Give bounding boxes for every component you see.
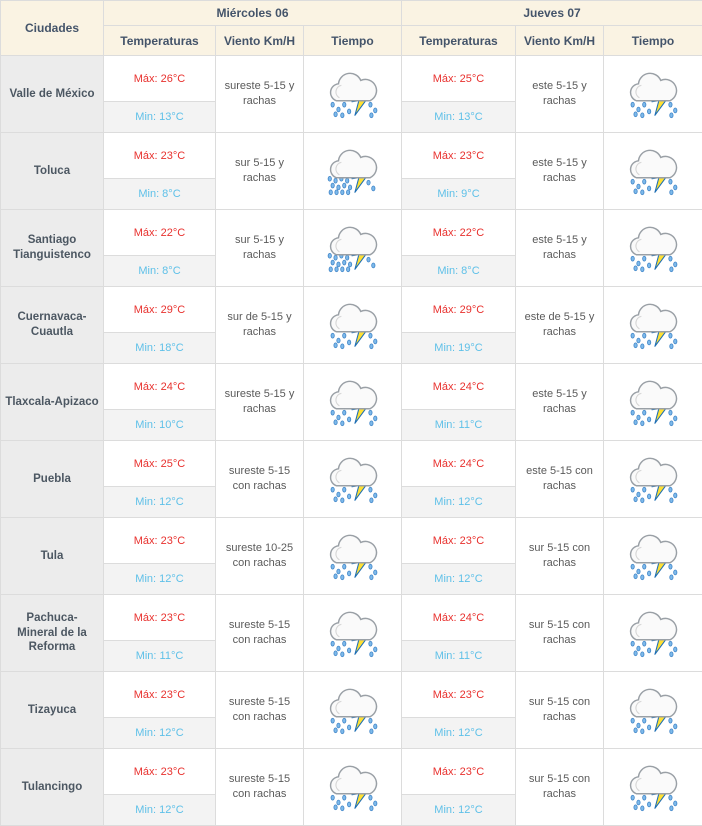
cloud-lightning-rain-icon [622, 376, 684, 428]
city-cell: Tizayuca [1, 672, 104, 749]
wind-cell: sur 5-15 con rachas [516, 749, 604, 826]
wed-weather-header: Tiempo [304, 26, 402, 56]
max-temp: Máx: 22°C [402, 210, 516, 256]
min-temp: Min: 18°C [104, 333, 216, 364]
cloud-lightning-rain-icon [622, 299, 684, 351]
cloud-lightning-rain-icon [322, 761, 384, 813]
table-header [1, 1, 702, 56]
wed-wind-header: Viento Km/H [216, 26, 304, 56]
forecast-row-max [1, 133, 702, 179]
forecast-row-max [1, 518, 702, 564]
max-temp: Máx: 23°C [402, 672, 516, 718]
cloud-lightning-rain-icon [622, 222, 684, 274]
max-temp: Máx: 23°C [104, 672, 216, 718]
forecast-row-max [1, 595, 702, 641]
min-temp: Min: 8°C [104, 256, 216, 287]
min-temp: Min: 12°C [104, 795, 216, 826]
max-temp: Máx: 23°C [104, 518, 216, 564]
cloud-lightning-rain-icon [322, 684, 384, 736]
wind-cell: este 5-15 y rachas [516, 133, 604, 210]
thu-temperatures-header: Temperaturas [402, 26, 516, 56]
wind-cell: sureste 10-25 con rachas [216, 518, 304, 595]
cloud-lightning-rain-icon [322, 607, 384, 659]
max-temp: Máx: 24°C [402, 595, 516, 641]
weather-icon-cell [304, 441, 402, 518]
cloud-lightning-rain-icon [622, 453, 684, 505]
max-temp: Máx: 29°C [402, 287, 516, 333]
thu-wind-header: Viento Km/H [516, 26, 604, 56]
day-group-wednesday: Miércoles 06 [104, 1, 402, 26]
wind-cell: sur 5-15 con rachas [516, 595, 604, 672]
cloud-lightning-heavy-rain-icon [322, 145, 384, 197]
wind-cell: sur 5-15 y rachas [216, 133, 304, 210]
cloud-lightning-heavy-rain-icon [322, 222, 384, 274]
wind-cell: sur de 5-15 y rachas [216, 287, 304, 364]
wind-cell: sureste 5-15 y rachas [216, 56, 304, 133]
max-temp: Máx: 26°C [104, 56, 216, 102]
weather-icon-cell [604, 364, 702, 441]
min-temp: Min: 12°C [104, 487, 216, 518]
forecast-row-max [1, 441, 702, 487]
max-temp: Máx: 23°C [104, 133, 216, 179]
city-cell: Tula [1, 518, 104, 595]
max-temp: Máx: 23°C [104, 595, 216, 641]
day-group-thursday: Jueves 07 [402, 1, 702, 26]
wind-cell: sureste 5-15 con rachas [216, 749, 304, 826]
weather-icon-cell [604, 287, 702, 364]
thu-weather-header: Tiempo [604, 26, 702, 56]
min-temp: Min: 10°C [104, 410, 216, 441]
wind-cell: este 5-15 y rachas [516, 364, 604, 441]
max-temp: Máx: 25°C [402, 56, 516, 102]
forecast-body [1, 56, 702, 826]
forecast-row-max [1, 672, 702, 718]
weather-icon-cell [304, 672, 402, 749]
wind-cell: sur 5-15 con rachas [516, 518, 604, 595]
weather-icon-cell [604, 210, 702, 287]
min-temp: Min: 12°C [402, 795, 516, 826]
wind-cell: este 5-15 y rachas [516, 210, 604, 287]
cloud-lightning-rain-icon [622, 68, 684, 120]
min-temp: Min: 12°C [104, 564, 216, 595]
weather-icon-cell [604, 595, 702, 672]
wind-cell: sureste 5-15 y rachas [216, 364, 304, 441]
weather-icon-cell [304, 364, 402, 441]
city-cell: Puebla [1, 441, 104, 518]
cloud-lightning-rain-icon [322, 530, 384, 582]
wind-cell: este 5-15 y rachas [516, 56, 604, 133]
max-temp: Máx: 24°C [104, 364, 216, 410]
weather-icon-cell [304, 595, 402, 672]
wind-cell: sureste 5-15 con rachas [216, 672, 304, 749]
weather-icon-cell [304, 518, 402, 595]
forecast-row-max [1, 56, 702, 102]
max-temp: Máx: 23°C [402, 518, 516, 564]
forecast-row-max [1, 749, 702, 795]
cloud-lightning-rain-icon [322, 299, 384, 351]
min-temp: Min: 8°C [402, 256, 516, 287]
wed-temperatures-header: Temperaturas [104, 26, 216, 56]
min-temp: Min: 12°C [402, 718, 516, 749]
city-cell: Toluca [1, 133, 104, 210]
cities-column-header: Ciudades [1, 1, 104, 56]
min-temp: Min: 13°C [104, 102, 216, 133]
weather-icon-cell [304, 287, 402, 364]
cloud-lightning-rain-icon [322, 453, 384, 505]
wind-cell: este de 5-15 y rachas [516, 287, 604, 364]
max-temp: Máx: 25°C [104, 441, 216, 487]
forecast-row-max [1, 210, 702, 256]
cloud-lightning-rain-icon [322, 68, 384, 120]
city-cell: Tlaxcala-Apizaco [1, 364, 104, 441]
min-temp: Min: 8°C [104, 179, 216, 210]
weather-icon-cell [304, 133, 402, 210]
header-subcolumn-row [1, 26, 702, 56]
cloud-lightning-rain-icon [322, 376, 384, 428]
min-temp: Min: 11°C [402, 410, 516, 441]
max-temp: Máx: 23°C [104, 749, 216, 795]
min-temp: Min: 12°C [402, 564, 516, 595]
cloud-lightning-rain-icon [622, 607, 684, 659]
wind-cell: sureste 5-15 con rachas [216, 595, 304, 672]
min-temp: Min: 19°C [402, 333, 516, 364]
city-cell: Cuernavaca-Cuautla [1, 287, 104, 364]
city-cell: Valle de México [1, 56, 104, 133]
cloud-lightning-rain-icon [622, 145, 684, 197]
min-temp: Min: 9°C [402, 179, 516, 210]
weather-icon-cell [604, 441, 702, 518]
min-temp: Min: 12°C [402, 487, 516, 518]
weather-icon-cell [304, 210, 402, 287]
max-temp: Máx: 23°C [402, 133, 516, 179]
min-temp: Min: 11°C [402, 641, 516, 672]
min-temp: Min: 11°C [104, 641, 216, 672]
weather-icon-cell [604, 133, 702, 210]
cloud-lightning-rain-icon [622, 761, 684, 813]
weather-icon-cell [604, 518, 702, 595]
max-temp: Máx: 23°C [402, 749, 516, 795]
weather-icon-cell [604, 672, 702, 749]
city-cell: Santiago Tianguistenco [1, 210, 104, 287]
weather-icon-cell [304, 749, 402, 826]
cloud-lightning-rain-icon [622, 530, 684, 582]
max-temp: Máx: 22°C [104, 210, 216, 256]
weather-icon-cell [304, 56, 402, 133]
header-day-row [1, 1, 702, 26]
forecast-row-max [1, 287, 702, 333]
max-temp: Máx: 24°C [402, 364, 516, 410]
min-temp: Min: 12°C [104, 718, 216, 749]
city-cell: Tulancingo [1, 749, 104, 826]
max-temp: Máx: 24°C [402, 441, 516, 487]
cloud-lightning-rain-icon [622, 684, 684, 736]
forecast-row-max [1, 364, 702, 410]
wind-cell: sur 5-15 y rachas [216, 210, 304, 287]
max-temp: Máx: 29°C [104, 287, 216, 333]
weather-icon-cell [604, 749, 702, 826]
wind-cell: este 5-15 con rachas [516, 441, 604, 518]
wind-cell: sur 5-15 con rachas [516, 672, 604, 749]
min-temp: Min: 13°C [402, 102, 516, 133]
wind-cell: sureste 5-15 con rachas [216, 441, 304, 518]
city-cell: Pachuca- Mineral de la Reforma [1, 595, 104, 672]
weather-icon-cell [604, 56, 702, 133]
